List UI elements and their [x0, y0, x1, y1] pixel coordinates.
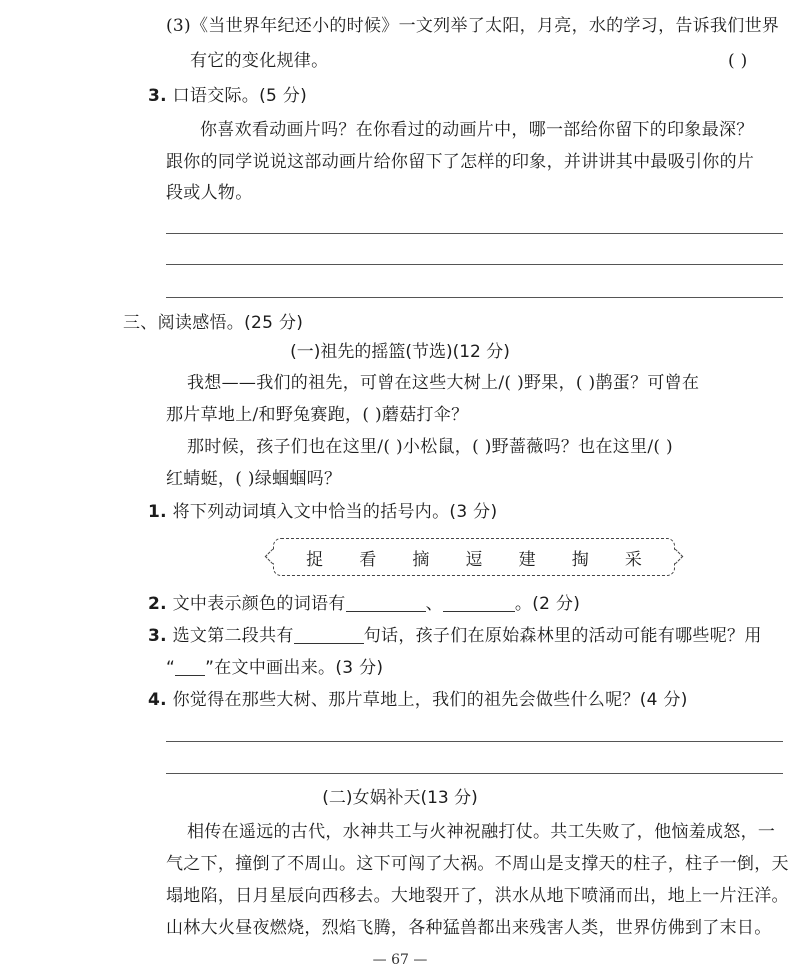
oral-prompt-line1: 你喜欢看动画片吗？在你看过的动画片中，哪一部给你留下的印象最深？ — [200, 120, 754, 140]
passage-2-line2: 气之下，撞倒了不周山。这下可闯了大祸。不周山是支撑天的柱子，柱子一倒，天 — [166, 854, 789, 874]
passage-2-line4: 山林大火昼夜燃烧，烈焰飞腾，各种猛兽都出来残害人类，世界仿佛到了末日。 — [166, 918, 772, 938]
fill-blank[interactable] — [294, 625, 364, 644]
oral-prompt-line3: 段或人物。 — [166, 183, 253, 203]
question-text: 文中表示颜色的词语有 — [172, 594, 346, 614]
question-4 — [148, 688, 688, 712]
verb-word-box — [273, 538, 675, 576]
answer-line[interactable] — [166, 741, 783, 742]
question-text: 选文第二段共有 — [172, 626, 294, 646]
verb-word: 摘 — [412, 549, 430, 570]
answer-line[interactable] — [166, 773, 783, 774]
question-1 — [148, 500, 497, 524]
item3-line2: 有它的变化规律。 — [190, 51, 329, 71]
question-3-line2 — [166, 656, 383, 680]
passage-1-p1-line2: 那片草地上/和野兔赛跑，( )蘑菇打伞？ — [166, 405, 469, 425]
page-number: — 67 — — [372, 952, 428, 968]
verb-word: 掏 — [571, 549, 589, 570]
passage-1-p2-line1: 那时候，孩子们也在这里/( )小松鼠，( )野蔷薇吗？也在这里/( ) — [187, 437, 673, 457]
verb-word: 建 — [518, 549, 536, 570]
question-3 — [148, 624, 762, 648]
answer-line[interactable] — [166, 264, 783, 265]
answer-line[interactable] — [166, 297, 783, 298]
passage-1-p1-line1: 我想——我们的祖先，可曾在这些大树上/( )野果，( )鹊蛋？可曾在 — [187, 373, 700, 393]
answer-paren[interactable]: ( ) — [728, 51, 748, 71]
verb-word: 逗 — [465, 549, 483, 570]
wavy-line-sample — [175, 657, 205, 676]
section-heading: 三、阅读感悟。(25 分) — [123, 313, 304, 333]
oral-prompt-line2: 跟你的同学说说这部动画片给你留下了怎样的印象，并讲讲其中最吸引你的片 — [166, 152, 755, 172]
question-text: 。(2 分) — [514, 594, 581, 614]
quote-open: “ — [166, 658, 176, 678]
question-text: ”在文中画出来。(3 分) — [205, 658, 384, 678]
passage-2-line1: 相传在遥远的古代，水神共工与火神祝融打仗。共工失败了，他恼羞成怒，一 — [187, 822, 776, 842]
verb-word: 捉 — [306, 549, 324, 570]
fill-blank[interactable] — [443, 593, 515, 612]
passage-1-p2-line2: 红蜻蜓，( )绿蝈蝈吗？ — [166, 469, 342, 489]
question-number: 1. — [148, 502, 167, 522]
question-number: 4. — [148, 690, 167, 710]
question-text: 句话，孩子们在原始森林里的活动可能有哪些呢？用 — [363, 626, 762, 646]
passage-2-line3: 塌地陷，日月星辰向西移去。大地裂开了，洪水从地下喷涌而出，地上一片汪洋。 — [166, 886, 789, 906]
question-number: 2. — [148, 594, 167, 614]
fill-blank[interactable] — [346, 593, 426, 612]
question-title: 口语交际。(5 分) — [172, 86, 308, 106]
question-2 — [148, 592, 580, 616]
answer-line[interactable] — [166, 233, 783, 234]
separator: 、 — [425, 594, 443, 614]
item3-line1: (3)《当世界年纪还小的时候》一文列举了太阳，月亮，水的学习，告诉我们世界 — [166, 16, 780, 36]
question-text: 你觉得在那些大树、那片草地上，我们的祖先会做些什么呢？(4 分) — [172, 690, 688, 710]
verb-word: 采 — [624, 549, 642, 570]
verb-word: 看 — [359, 549, 377, 570]
question-number: 3. — [148, 86, 167, 106]
question-3-oral — [148, 84, 307, 108]
passage-2-title: (二)女娲补天(13 分) — [322, 788, 478, 808]
question-text: 将下列动词填入文中恰当的括号内。(3 分) — [172, 502, 498, 522]
question-number: 3. — [148, 626, 167, 646]
passage-1-title: (一)祖先的摇篮(节选)(12 分) — [290, 342, 510, 362]
